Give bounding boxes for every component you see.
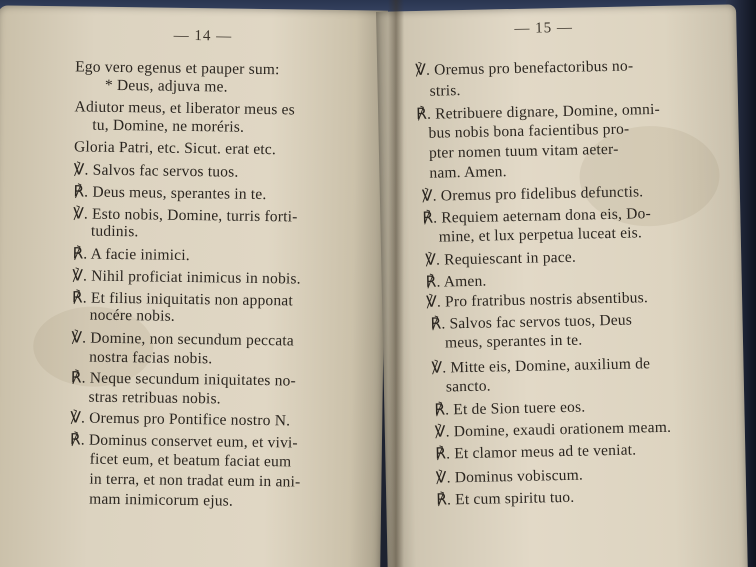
text-line: stris. xyxy=(429,82,461,100)
right-page xyxy=(376,4,748,567)
text-line: nam. Amen. xyxy=(429,163,507,182)
text-line: ℟. Deus meus, sperantes in te. xyxy=(73,183,267,204)
text-line: tudinis. xyxy=(90,222,139,241)
text-line: ℣. Domine, exaudi orationem meam. xyxy=(434,418,672,441)
text-line: ℣. Dominus vobiscum. xyxy=(435,466,584,487)
text-line: mam inimicorum ejus. xyxy=(89,490,234,510)
book-gutter xyxy=(388,0,404,567)
text-line: ℟. Et cum spiritu tuo. xyxy=(436,488,575,509)
text-line: ℟. Requiem aeternam dona eis, Do- xyxy=(422,205,652,227)
text-line: mine, et lux perpetua luceat eis. xyxy=(438,224,643,246)
text-line: ℟. Et de Sion tuere eos. xyxy=(434,398,586,419)
text-line: stras retribuas nobis. xyxy=(88,388,221,408)
text-line: ℣. Domine, non secundum peccata xyxy=(71,329,295,350)
left-page xyxy=(0,5,388,567)
text-line: nostra facias nobis. xyxy=(89,348,213,368)
text-line: ℣. Mitte eis, Domine, auxilium de xyxy=(431,355,651,377)
text-line: ℣. Salvos fac servos tuos. xyxy=(73,161,239,181)
text-line: ℣. Oremus pro fidelibus defunctis. xyxy=(421,183,644,205)
text-line: Gloria Patri, etc. Sicut. erat etc. xyxy=(73,138,277,159)
text-line: Ego vero egenus et pauper sum: xyxy=(75,58,280,79)
text-line: ℣. Requiescant in pace. xyxy=(425,248,577,269)
text-line: ℣. Esto nobis, Domine, turris forti- xyxy=(73,205,298,226)
text-line: ℟. Neque secundum iniquitates no- xyxy=(70,369,297,390)
text-line: ℟. A facie inimici. xyxy=(72,245,190,265)
text-line: ℟. Dominus conservet eum, et vivi- xyxy=(69,431,298,452)
text-line: ℟. Retribuere dignare, Domine, omni- xyxy=(415,100,661,124)
text-line: ℣. Oremus pro benefactoribus no- xyxy=(415,57,634,80)
text-line: meus, sperantes in te. xyxy=(444,331,583,352)
page-number-left: — 14 — xyxy=(173,27,233,45)
text-line: bus nobis bona facientibus pro- xyxy=(428,120,630,142)
text-line: nocére nobis. xyxy=(89,306,176,325)
text-line: ℣. Pro fratribus nostris absentibus. xyxy=(425,289,649,311)
text-line: ℟. Amen. xyxy=(425,272,487,291)
text-line: ℣. Oremus pro Pontifice nostro N. xyxy=(70,409,291,430)
text-line: * Deus, adjuva me. xyxy=(104,76,228,96)
text-line: tu, Domine, ne moréris. xyxy=(92,116,245,136)
page-number-right: — 15 — xyxy=(514,19,574,37)
text-line: sancto. xyxy=(445,377,491,396)
text-line: ℟. Et clamor meus ad te veniat. xyxy=(435,441,637,463)
text-line: in terra, et non tradat eum in ani- xyxy=(89,470,301,491)
text-line: ficet eum, et beatum faciat eum xyxy=(89,450,292,471)
text-line: ℣. Nihil proficiat inimicus in nobis. xyxy=(72,267,301,288)
text-line: Adiutor meus, et liberator meus es xyxy=(74,98,296,119)
text-line: ℟. Salvos fac servos tuos, Deus xyxy=(430,311,633,333)
text-line: ℟. Et filius iniquitatis non apponat xyxy=(71,289,294,310)
text-line: pter nomen tuum vitam aeter- xyxy=(428,140,619,162)
